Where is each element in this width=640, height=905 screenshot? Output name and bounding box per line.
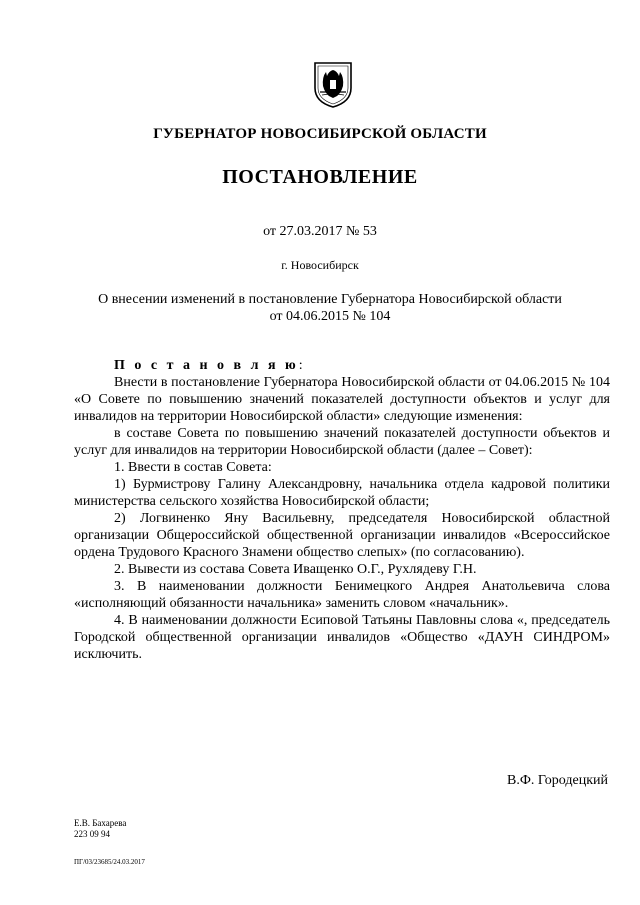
body-paragraph: Внести в постановление Губернатора Новосибирской области от 04.06.2015 № 104 «О Совете по повышению значений показателей доступности объектов и услуг для инвалидов на территории Новосибирской области» следующие изменения: bbox=[74, 375, 610, 424]
resolve-heading bbox=[74, 357, 610, 374]
document-body bbox=[74, 357, 610, 663]
body-paragraph: 4. В наименовании должности Есиповой Татьяны Павловны слова «, председатель Городской общественной организации инвалидов «Общество «ДАУН СИНДРОМ» исключить. bbox=[74, 613, 610, 662]
registration-code: ПГ/03/23685/24.03.2017 bbox=[74, 858, 145, 866]
body-paragraph: в составе Совета по повышению значений показателей доступности объектов и услуг для инвалидов на территории Новосибирской области (далее – Совет): bbox=[74, 426, 610, 458]
executor-block bbox=[74, 818, 126, 840]
subject-line-2: от 04.06.2015 № 104 bbox=[269, 309, 391, 324]
resolve-colon: : bbox=[298, 358, 303, 373]
body-paragraph: 2. Вывести из состава Совета Иващенко О.Г., Рухлядеву Г.Н. bbox=[114, 562, 477, 577]
document-subject bbox=[60, 291, 600, 325]
body-paragraph: 1) Бурмистрову Галину Александровну, начальника отдела кадровой политики министерства сельского хозяйства Новосибирской области; bbox=[74, 477, 610, 509]
document-type-title: ПОСТАНОВЛЕНИЕ bbox=[222, 166, 418, 188]
body-paragraph: 3. В наименовании должности Бенимецкого Андрея Анатольевича слова «исполняющий обязанности начальника» заменить словом «начальник». bbox=[74, 579, 610, 611]
issuing-authority: ГУБЕРНАТОР НОВОСИБИРСКОЙ ОБЛАСТИ bbox=[153, 126, 487, 142]
executor-name: Е.В. Бахарева bbox=[74, 818, 127, 828]
signatory-name: В.Ф. Городецкий bbox=[507, 773, 608, 788]
document-date-number: от 27.03.2017 № 53 bbox=[263, 224, 377, 239]
body-paragraph: 2) Логвиненко Яну Васильевну, председателя Новосибирской областной организации Общероссийской общественной организации инвалидов «Всероссийское ордена Трудового Красного Знамени общество слепых» (по согласованию). bbox=[74, 511, 610, 560]
executor-phone: 223 09 94 bbox=[74, 829, 110, 839]
subject-line-1: О внесении изменений в постановление Губернатора Новосибирской области bbox=[98, 292, 562, 307]
document-city: г. Новосибирск bbox=[281, 258, 359, 272]
coat-of-arms-icon bbox=[314, 62, 352, 108]
body-paragraph: 1. Ввести в состав Совета: bbox=[114, 460, 272, 475]
resolve-label: П о с т а н о в л я ю bbox=[114, 358, 299, 373]
